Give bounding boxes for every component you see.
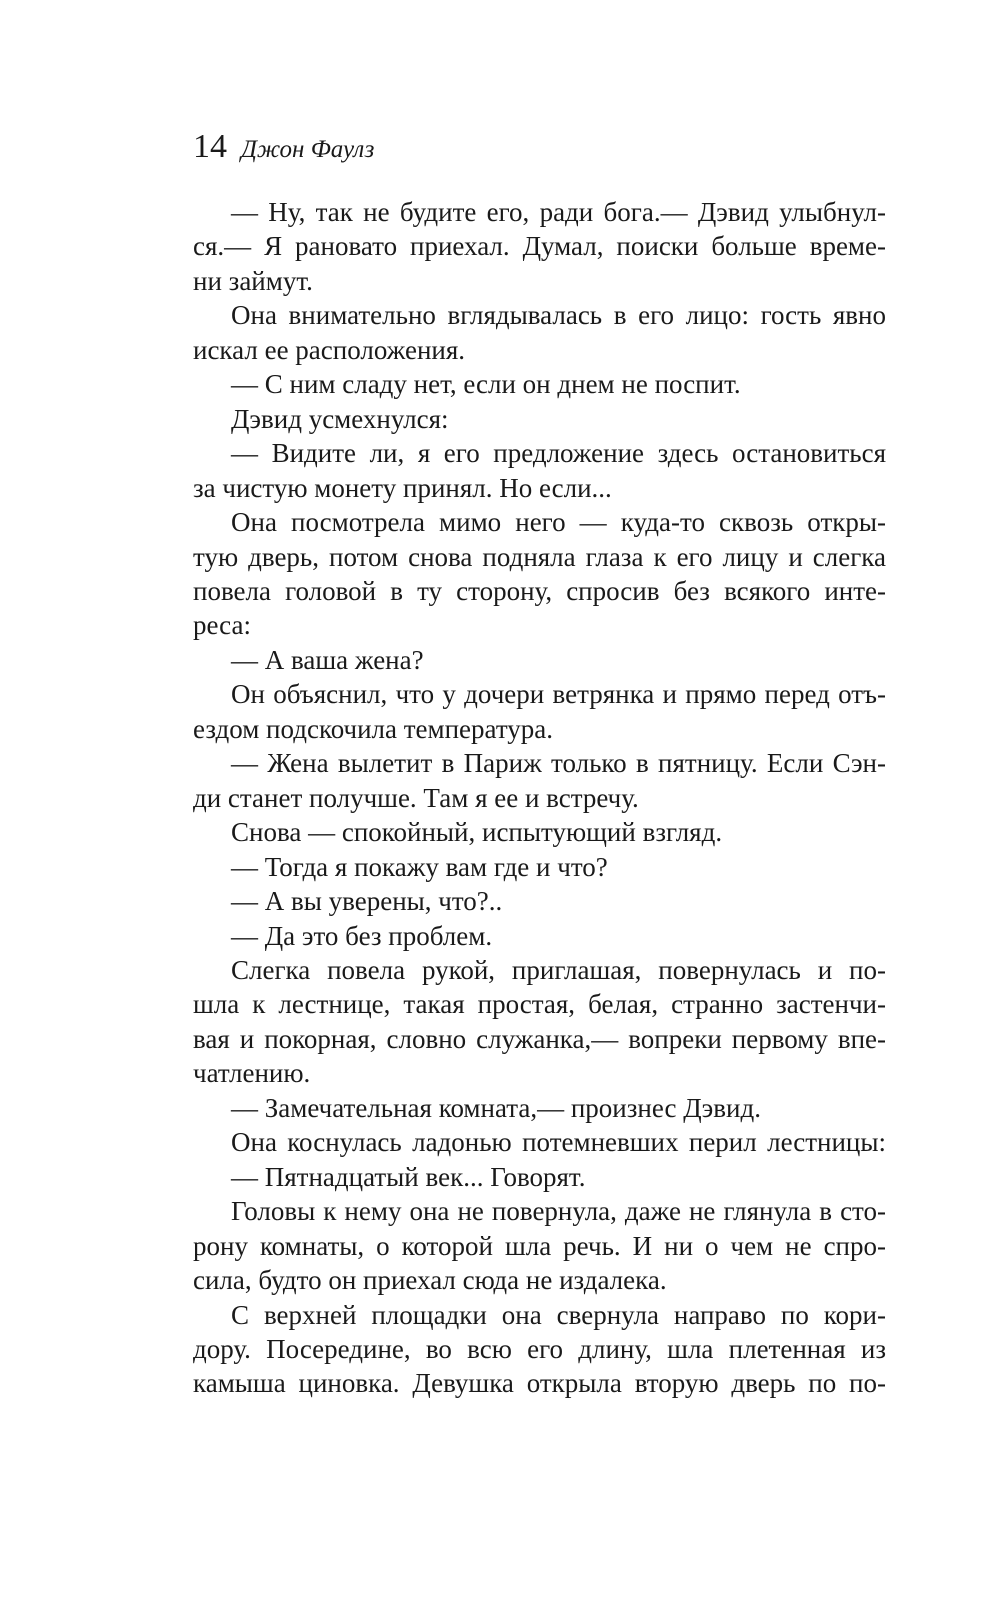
book-author: Джон Фаулз [241,136,375,163]
text-line: — Замечательная комната,— произнес Дэвид. [231,1092,761,1123]
text-line: — Тогда я покажу вам где и что? [231,851,608,882]
text-line: ездом подскочила температура. [193,713,553,744]
text-line: повела головой в ту сторону, спросив без всякого инте- [193,575,886,606]
text-line: С верхней площадки она свернула направо по кори- [231,1299,886,1330]
text-line: ди станет получше. Там я ее и встречу. [193,782,639,813]
text-line: за чистую монету принял. Но если... [193,472,612,503]
text-line: — Да это без проблем. [231,920,493,951]
text-line: Она коснулась ладонью потемневших перил лестницы: [231,1127,886,1158]
text-line: — С ним сладу нет, если он днем не поспит. [231,369,741,400]
text-line: чатлению. [193,1058,311,1089]
text-line: камыша циновка. Девушка открыла вторую дверь по по- [193,1368,886,1399]
text-line: тую дверь, потом снова подняла глаза к его лицу и слегка [193,541,886,572]
page-number: 14 [193,128,227,165]
text-line: вая и покорная, словно служанка,— вопреки первому впе- [193,1023,886,1054]
body-text [193,195,886,1401]
text-line: ни займут. [193,265,313,296]
text-line: Она посмотрела мимо него — куда-то сквозь откры- [231,507,886,538]
text-line: сила, будто он приехал сюда не издалека. [193,1265,667,1296]
running-head [193,128,374,172]
text-line: искал ее расположения. [193,334,466,365]
text-line: Дэвид усмехнулся: [231,403,449,434]
text-line: — Видите ли, я его предложение здесь остановиться [231,438,886,469]
text-line: Она внимательно вглядывалась в его лицо: гость явно [231,300,886,331]
text-line: — А вы уверены, что?.. [231,886,503,917]
text-line: реса: [193,610,251,641]
text-line: — Пятнадцатый век... Говорят. [231,1161,586,1192]
text-line: Головы к нему она не повернула, даже не глянула в сто- [231,1196,886,1227]
text-line: Слегка повела рукой, приглашая, повернулась и по- [231,954,886,985]
text-line: дору. Посередине, во всю его длину, шла плетенная из [193,1333,886,1364]
text-line: — Жена вылетит в Париж только в пятницу. Если Сэн- [231,748,886,779]
text-line: Снова — спокойный, испытующий взгляд. [231,817,723,848]
text-line: Он объяснил, что у дочери ветрянка и прямо перед отъ- [231,679,886,710]
text-line: — Ну, так не будите его, ради бога.— Дэвид улыбнул- [231,197,886,227]
text-line: рону комнаты, о которой шла речь. И ни о чем не спро- [193,1230,886,1261]
text-line: шла к лестнице, такая простая, белая, странно застенчи- [193,989,886,1020]
text-line: — А ваша жена? [231,644,424,675]
text-line: ся.— Я рановато приехал. Думал, поиски больше време- [193,231,886,262]
